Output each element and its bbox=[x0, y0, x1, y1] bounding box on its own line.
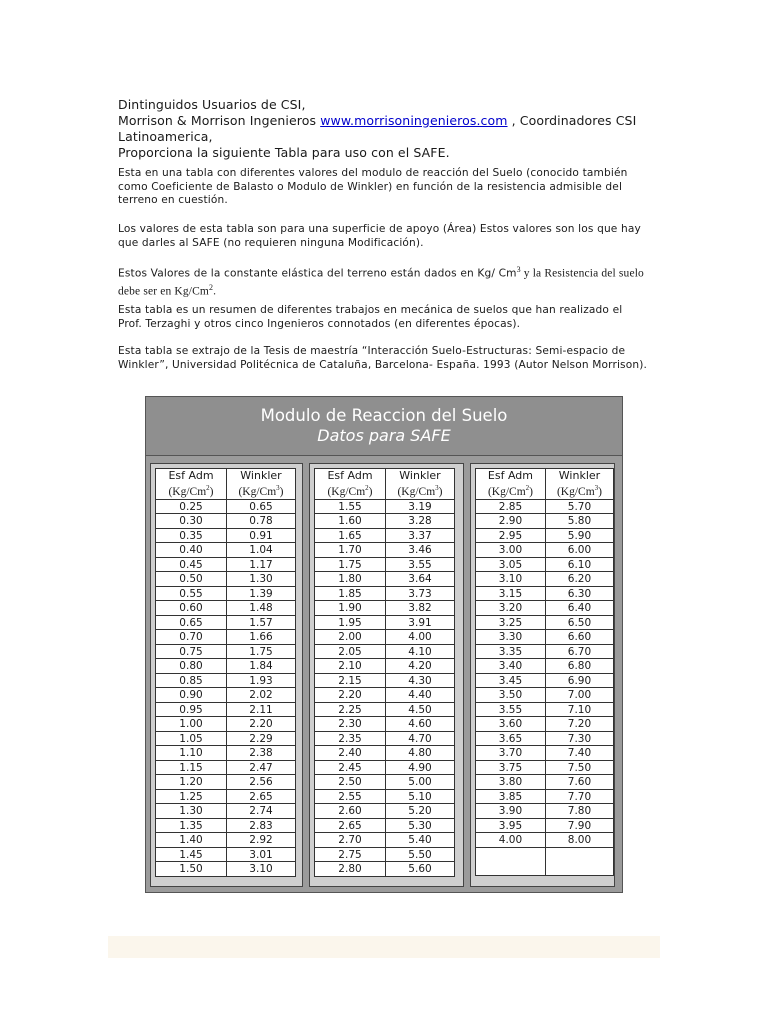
table-row bbox=[315, 717, 455, 732]
table-row bbox=[315, 630, 455, 645]
table-row bbox=[156, 514, 296, 529]
table-row bbox=[315, 760, 455, 775]
table-row bbox=[156, 847, 296, 862]
winkler-cell: 3.73 bbox=[386, 586, 455, 601]
winkler-cell: 5.90 bbox=[545, 528, 613, 543]
header-winkler bbox=[545, 469, 613, 500]
winkler-cell: 2.29 bbox=[227, 731, 296, 746]
header-winkler bbox=[227, 469, 296, 500]
table-row bbox=[156, 659, 296, 674]
esf-adm-cell: 3.80 bbox=[476, 775, 546, 790]
winkler-cell: 6.50 bbox=[545, 615, 613, 630]
winkler-cell: 2.11 bbox=[227, 702, 296, 717]
winkler-cell: 5.70 bbox=[545, 499, 613, 514]
table-row bbox=[476, 615, 614, 630]
table-row bbox=[156, 746, 296, 761]
table-row-empty bbox=[476, 847, 614, 875]
winkler-cell: 7.00 bbox=[545, 688, 613, 703]
table-row bbox=[315, 804, 455, 819]
esf-unit-close: ) bbox=[368, 485, 373, 498]
header-winkler-label: Winkler bbox=[399, 469, 441, 482]
winkler-cell: 6.60 bbox=[545, 630, 613, 645]
winkler-cell: 7.30 bbox=[545, 731, 613, 746]
table-row bbox=[156, 630, 296, 645]
winkler-cell: 2.74 bbox=[227, 804, 296, 819]
winkler-cell: 4.60 bbox=[386, 717, 455, 732]
esf-adm-cell: 3.75 bbox=[476, 760, 546, 775]
winkler-cell: 3.28 bbox=[386, 514, 455, 529]
esf-adm-cell: 1.40 bbox=[156, 833, 227, 848]
esf-adm-cell: 2.95 bbox=[476, 528, 546, 543]
esf-unit-sup: 2 bbox=[206, 484, 210, 492]
table-block-2 bbox=[309, 463, 464, 887]
esf-adm-cell: 3.55 bbox=[476, 702, 546, 717]
paragraph-description: Esta en una tabla con diferentes valores del modulo de reacción del Suelo (conocido también como Coeficiente de Balasto o Modulo de Winkler) en función de la resistencia admisible del terreno en cuestión. bbox=[118, 167, 628, 207]
table-row bbox=[315, 673, 455, 688]
table-row bbox=[315, 789, 455, 804]
winkler-cell: 7.50 bbox=[545, 760, 613, 775]
esf-adm-cell: 1.10 bbox=[156, 746, 227, 761]
esf-adm-cell: 2.45 bbox=[315, 760, 386, 775]
table-row bbox=[476, 572, 614, 587]
winkler-cell: 3.64 bbox=[386, 572, 455, 587]
table-row bbox=[476, 659, 614, 674]
winkler-unit-sup: 3 bbox=[276, 484, 280, 492]
table-row bbox=[315, 659, 455, 674]
esf-adm-cell: 0.90 bbox=[156, 688, 227, 703]
winkler-cell: 7.10 bbox=[545, 702, 613, 717]
units-sup-2: 2 bbox=[209, 283, 214, 293]
header-winkler-unit bbox=[557, 486, 602, 498]
winkler-cell: 1.04 bbox=[227, 543, 296, 558]
esf-adm-cell: 0.35 bbox=[156, 528, 227, 543]
esf-adm-cell: 1.45 bbox=[156, 847, 227, 862]
esf-adm-cell: 3.30 bbox=[476, 630, 546, 645]
header-esf-unit bbox=[327, 486, 372, 498]
esf-adm-cell: 1.65 bbox=[315, 528, 386, 543]
table-row bbox=[476, 818, 614, 833]
winkler-cell: 3.37 bbox=[386, 528, 455, 543]
table-row bbox=[476, 775, 614, 790]
table-block-3 bbox=[470, 463, 615, 887]
table-row bbox=[476, 499, 614, 514]
header-esf-unit bbox=[488, 486, 533, 498]
esf-adm-cell: 1.15 bbox=[156, 760, 227, 775]
table-row bbox=[476, 644, 614, 659]
winkler-unit-text: (Kg/Cm bbox=[238, 485, 277, 498]
esf-adm-cell: 2.80 bbox=[315, 862, 386, 877]
table-block-1 bbox=[150, 463, 303, 887]
table-row bbox=[156, 586, 296, 601]
esf-unit-close: ) bbox=[209, 485, 214, 498]
esf-adm-cell: 1.60 bbox=[315, 514, 386, 529]
winkler-unit-sup: 3 bbox=[594, 484, 599, 492]
esf-adm-cell: 1.00 bbox=[156, 717, 227, 732]
winkler-cell: 4.00 bbox=[386, 630, 455, 645]
winkler-cell: 5.60 bbox=[386, 862, 455, 877]
winkler-cell: 0.91 bbox=[227, 528, 296, 543]
winkler-cell: 7.60 bbox=[545, 775, 613, 790]
table-row bbox=[156, 731, 296, 746]
esf-adm-cell: 1.35 bbox=[156, 818, 227, 833]
winkler-cell: 6.20 bbox=[545, 572, 613, 587]
esf-adm-cell: 3.25 bbox=[476, 615, 546, 630]
table-3-body bbox=[476, 499, 614, 875]
esf-adm-cell: 2.60 bbox=[315, 804, 386, 819]
table-row bbox=[156, 688, 296, 703]
table-row bbox=[476, 673, 614, 688]
esf-adm-cell: 0.55 bbox=[156, 586, 227, 601]
table-row bbox=[315, 572, 455, 587]
esf-adm-cell: 2.90 bbox=[476, 514, 546, 529]
company-line bbox=[118, 113, 658, 129]
esf-unit-close: ) bbox=[529, 485, 533, 498]
table-row bbox=[315, 615, 455, 630]
table-row bbox=[315, 862, 455, 877]
esf-adm-cell: 0.60 bbox=[156, 601, 227, 616]
esf-adm-cell: 0.85 bbox=[156, 673, 227, 688]
winkler-cell: 2.20 bbox=[227, 717, 296, 732]
table-1-body bbox=[156, 499, 296, 876]
winkler-cell: 1.93 bbox=[227, 673, 296, 688]
greeting-line: Dintinguidos Usuarios de CSI, bbox=[118, 97, 306, 112]
units-text-c: . bbox=[213, 285, 217, 298]
winkler-cell: 6.70 bbox=[545, 644, 613, 659]
winkler-cell: 2.56 bbox=[227, 775, 296, 790]
winkler-cell: 6.10 bbox=[545, 557, 613, 572]
table-row bbox=[476, 804, 614, 819]
paragraph-units bbox=[118, 263, 648, 299]
esf-adm-cell: 1.70 bbox=[315, 543, 386, 558]
winkler-cell: 5.50 bbox=[386, 847, 455, 862]
esf-unit-sup: 2 bbox=[525, 484, 530, 492]
table-row bbox=[156, 804, 296, 819]
esf-adm-cell: 3.20 bbox=[476, 601, 546, 616]
esf-adm-cell: 1.30 bbox=[156, 804, 227, 819]
table-row bbox=[476, 630, 614, 645]
winkler-cell: 6.80 bbox=[545, 659, 613, 674]
winkler-unit-text: (Kg/Cm bbox=[556, 485, 595, 498]
footer-band bbox=[108, 936, 660, 958]
esf-adm-cell: 2.55 bbox=[315, 789, 386, 804]
header-esf-label: Esf Adm bbox=[168, 469, 214, 482]
table-row bbox=[315, 528, 455, 543]
paragraph-source: Esta tabla se extrajo de la Tesis de maestría “Interacción Suelo-Estructuras: Semi-espacio de Winkler”, Universidad Politécnica de Cataluña, Barcelona- España. 1993 (Autor Nelson Morrison). bbox=[118, 345, 648, 371]
esf-adm-cell: 3.35 bbox=[476, 644, 546, 659]
esf-adm-cell: 1.85 bbox=[315, 586, 386, 601]
winkler-cell: 4.80 bbox=[386, 746, 455, 761]
winkler-cell: 7.70 bbox=[545, 789, 613, 804]
table-row bbox=[476, 528, 614, 543]
winkler-cell: 4.40 bbox=[386, 688, 455, 703]
esf-unit-text: (Kg/Cm bbox=[327, 485, 366, 498]
table-row bbox=[476, 557, 614, 572]
winkler-cell: 5.30 bbox=[386, 818, 455, 833]
header-esf-label: Esf Adm bbox=[327, 469, 373, 482]
esf-adm-cell: 2.75 bbox=[315, 847, 386, 862]
winkler-cell: 7.90 bbox=[545, 818, 613, 833]
table-row bbox=[315, 601, 455, 616]
header-winkler-label: Winkler bbox=[558, 469, 601, 482]
table-row bbox=[476, 586, 614, 601]
esf-adm-cell: 3.65 bbox=[476, 731, 546, 746]
esf-adm-cell: 0.30 bbox=[156, 514, 227, 529]
esf-adm-cell: 0.95 bbox=[156, 702, 227, 717]
winkler-cell: 4.10 bbox=[386, 644, 455, 659]
esf-adm-cell: 0.25 bbox=[156, 499, 227, 514]
table-row bbox=[156, 818, 296, 833]
esf-adm-cell: 2.50 bbox=[315, 775, 386, 790]
winkler-cell: 1.48 bbox=[227, 601, 296, 616]
esf-adm-cell: 3.95 bbox=[476, 818, 546, 833]
esf-adm-cell: 0.80 bbox=[156, 659, 227, 674]
winkler-unit-close: ) bbox=[438, 485, 443, 498]
table-row bbox=[315, 833, 455, 848]
table-row bbox=[476, 717, 614, 732]
winkler-cell: 5.20 bbox=[386, 804, 455, 819]
winkler-cell: 1.17 bbox=[227, 557, 296, 572]
header-esf-unit bbox=[168, 486, 213, 498]
table-row bbox=[156, 615, 296, 630]
esf-adm-cell: 2.20 bbox=[315, 688, 386, 703]
esf-adm-cell: 0.45 bbox=[156, 557, 227, 572]
esf-adm-cell: 3.05 bbox=[476, 557, 546, 572]
esf-unit-text: (Kg/Cm bbox=[168, 485, 207, 498]
table-row bbox=[156, 833, 296, 848]
winkler-cell: 0.78 bbox=[227, 514, 296, 529]
esf-adm-cell: 1.05 bbox=[156, 731, 227, 746]
table-row bbox=[315, 818, 455, 833]
table-row bbox=[156, 601, 296, 616]
winkler-cell: 5.40 bbox=[386, 833, 455, 848]
paragraph-usage: Los valores de esta tabla son para una superficie de apoyo (Área) Estos valores son los que hay que darles al SAFE (no requieren ninguna Modificación). bbox=[118, 223, 641, 249]
table-row bbox=[476, 746, 614, 761]
table-row bbox=[156, 775, 296, 790]
table-row bbox=[315, 557, 455, 572]
winkler-cell: 8.00 bbox=[545, 833, 613, 848]
winkler-cell: 2.47 bbox=[227, 760, 296, 775]
winkler-cell: 4.90 bbox=[386, 760, 455, 775]
panel-subtitle: Datos para SAFE bbox=[317, 426, 451, 445]
table-row bbox=[156, 499, 296, 514]
purpose-line: Proporciona la siguiente Tabla para uso con el SAFE. bbox=[118, 145, 450, 160]
units-sup-1: 3 bbox=[516, 265, 521, 274]
esf-adm-cell: 3.85 bbox=[476, 789, 546, 804]
header-esf-label: Esf Adm bbox=[487, 469, 534, 482]
winkler-cell: 7.40 bbox=[545, 746, 613, 761]
esf-adm-cell: 2.85 bbox=[476, 499, 546, 514]
table-row bbox=[156, 528, 296, 543]
table-row bbox=[476, 833, 614, 848]
table-row bbox=[156, 572, 296, 587]
winkler-cell: 7.80 bbox=[545, 804, 613, 819]
winkler-cell: 1.30 bbox=[227, 572, 296, 587]
units-text-a: Estos Valores de la constante elástica del terreno están dados en Kg/ Cm bbox=[118, 267, 517, 280]
winkler-cell: 2.38 bbox=[227, 746, 296, 761]
winkler-cell: 5.80 bbox=[545, 514, 613, 529]
esf-adm-cell: 1.80 bbox=[315, 572, 386, 587]
table-row bbox=[315, 847, 455, 862]
winkler-unit-sup: 3 bbox=[435, 484, 439, 492]
winkler-cell: 4.20 bbox=[386, 659, 455, 674]
winkler-cell: 3.55 bbox=[386, 557, 455, 572]
esf-adm-cell: 3.90 bbox=[476, 804, 546, 819]
esf-adm-cell: 0.50 bbox=[156, 572, 227, 587]
winkler-table-panel bbox=[145, 396, 623, 893]
table-2-body bbox=[315, 499, 455, 876]
esf-adm-cell: 3.45 bbox=[476, 673, 546, 688]
intro-text bbox=[118, 97, 658, 161]
winkler-cell: 2.02 bbox=[227, 688, 296, 703]
table-row bbox=[476, 702, 614, 717]
table-row bbox=[156, 760, 296, 775]
winkler-cell: 6.00 bbox=[545, 543, 613, 558]
header-winkler-unit bbox=[397, 486, 442, 498]
data-table-3 bbox=[475, 468, 614, 876]
esf-adm-cell: 3.00 bbox=[476, 543, 546, 558]
header-esf-adm bbox=[476, 469, 546, 500]
table-row bbox=[476, 731, 614, 746]
winkler-cell: 2.83 bbox=[227, 818, 296, 833]
esf-adm-cell: 2.25 bbox=[315, 702, 386, 717]
esf-adm-cell: 4.00 bbox=[476, 833, 546, 848]
esf-adm-cell: 2.70 bbox=[315, 833, 386, 848]
winkler-unit-close: ) bbox=[279, 485, 284, 498]
table-row bbox=[156, 789, 296, 804]
esf-adm-cell: 3.40 bbox=[476, 659, 546, 674]
company-website-link[interactable]: www.morrisoningenieros.com bbox=[320, 113, 508, 128]
winkler-cell: 5.10 bbox=[386, 789, 455, 804]
table-row bbox=[476, 514, 614, 529]
table-row bbox=[476, 760, 614, 775]
paragraph-summary: Esta tabla es un resumen de diferentes trabajos en mecánica de suelos que han realizado el Prof. Terzaghi y otros cinco Ingenieros connotados (en diferentes épocas). bbox=[118, 304, 623, 330]
header-esf-adm bbox=[315, 469, 386, 500]
esf-adm-cell: 2.30 bbox=[315, 717, 386, 732]
esf-adm-cell: 0.65 bbox=[156, 615, 227, 630]
table-row bbox=[156, 644, 296, 659]
header-winkler-unit bbox=[238, 486, 283, 498]
table-row bbox=[315, 702, 455, 717]
esf-adm-cell: 2.10 bbox=[315, 659, 386, 674]
header-winkler-label: Winkler bbox=[240, 469, 282, 482]
winkler-cell: 2.92 bbox=[227, 833, 296, 848]
esf-unit-sup: 2 bbox=[365, 484, 369, 492]
table-row bbox=[315, 586, 455, 601]
esf-adm-cell: 2.65 bbox=[315, 818, 386, 833]
winkler-cell: 4.30 bbox=[386, 673, 455, 688]
esf-adm-cell: 1.90 bbox=[315, 601, 386, 616]
esf-adm-cell: 2.05 bbox=[315, 644, 386, 659]
winkler-cell: 1.75 bbox=[227, 644, 296, 659]
region-line: Latinoamerica, bbox=[118, 129, 213, 144]
header-esf-adm bbox=[156, 469, 227, 500]
empty-cell bbox=[545, 847, 613, 875]
units-text-b: y la Resistencia del suelo debe ser en Kg/Cm bbox=[118, 267, 644, 298]
winkler-unit-text: (Kg/Cm bbox=[397, 485, 436, 498]
esf-adm-cell: 1.25 bbox=[156, 789, 227, 804]
winkler-cell: 1.39 bbox=[227, 586, 296, 601]
esf-adm-cell: 1.75 bbox=[315, 557, 386, 572]
table-row bbox=[315, 499, 455, 514]
table-row bbox=[476, 688, 614, 703]
esf-adm-cell: 1.50 bbox=[156, 862, 227, 877]
esf-adm-cell: 3.70 bbox=[476, 746, 546, 761]
table-row bbox=[315, 543, 455, 558]
winkler-unit-close: ) bbox=[598, 485, 602, 498]
winkler-cell: 1.84 bbox=[227, 659, 296, 674]
esf-adm-cell: 0.75 bbox=[156, 644, 227, 659]
esf-adm-cell: 0.40 bbox=[156, 543, 227, 558]
table-row bbox=[156, 862, 296, 877]
table-row bbox=[315, 731, 455, 746]
table-row bbox=[156, 702, 296, 717]
esf-adm-cell: 3.50 bbox=[476, 688, 546, 703]
winkler-cell: 6.90 bbox=[545, 673, 613, 688]
table-row bbox=[476, 601, 614, 616]
esf-unit-text: (Kg/Cm bbox=[487, 485, 526, 498]
esf-adm-cell: 3.10 bbox=[476, 572, 546, 587]
table-row bbox=[156, 673, 296, 688]
company-suffix: , Coordinadores CSI bbox=[507, 113, 637, 128]
winkler-cell: 6.30 bbox=[545, 586, 613, 601]
esf-adm-cell: 1.95 bbox=[315, 615, 386, 630]
table-row bbox=[156, 717, 296, 732]
esf-adm-cell: 2.40 bbox=[315, 746, 386, 761]
winkler-cell: 3.01 bbox=[227, 847, 296, 862]
table-row bbox=[315, 775, 455, 790]
esf-adm-cell: 3.15 bbox=[476, 586, 546, 601]
table-row bbox=[315, 514, 455, 529]
esf-adm-cell: 2.15 bbox=[315, 673, 386, 688]
winkler-cell: 1.66 bbox=[227, 630, 296, 645]
esf-adm-cell: 3.60 bbox=[476, 717, 546, 732]
winkler-cell: 3.91 bbox=[386, 615, 455, 630]
empty-cell bbox=[476, 847, 546, 875]
table-row bbox=[315, 644, 455, 659]
data-table-2 bbox=[314, 468, 455, 877]
esf-adm-cell: 2.35 bbox=[315, 731, 386, 746]
winkler-cell: 1.57 bbox=[227, 615, 296, 630]
winkler-cell: 3.46 bbox=[386, 543, 455, 558]
winkler-cell: 3.10 bbox=[227, 862, 296, 877]
table-row bbox=[476, 543, 614, 558]
panel-title: Modulo de Reaccion del Suelo bbox=[260, 406, 508, 425]
winkler-cell: 2.65 bbox=[227, 789, 296, 804]
winkler-cell: 6.40 bbox=[545, 601, 613, 616]
winkler-cell: 7.20 bbox=[545, 717, 613, 732]
winkler-cell: 4.70 bbox=[386, 731, 455, 746]
header-winkler bbox=[386, 469, 455, 500]
winkler-cell: 5.00 bbox=[386, 775, 455, 790]
esf-adm-cell: 2.00 bbox=[315, 630, 386, 645]
esf-adm-cell: 1.55 bbox=[315, 499, 386, 514]
winkler-cell: 3.82 bbox=[386, 601, 455, 616]
esf-adm-cell: 1.20 bbox=[156, 775, 227, 790]
winkler-cell: 3.19 bbox=[386, 499, 455, 514]
table-row bbox=[315, 746, 455, 761]
panel-header bbox=[146, 397, 622, 456]
company-prefix: Morrison & Morrison Ingenieros bbox=[118, 113, 321, 128]
table-row bbox=[315, 688, 455, 703]
esf-adm-cell: 0.70 bbox=[156, 630, 227, 645]
table-row bbox=[156, 543, 296, 558]
winkler-cell: 0.65 bbox=[227, 499, 296, 514]
winkler-cell: 4.50 bbox=[386, 702, 455, 717]
table-row bbox=[476, 789, 614, 804]
table-row bbox=[156, 557, 296, 572]
data-table-1 bbox=[155, 468, 296, 877]
